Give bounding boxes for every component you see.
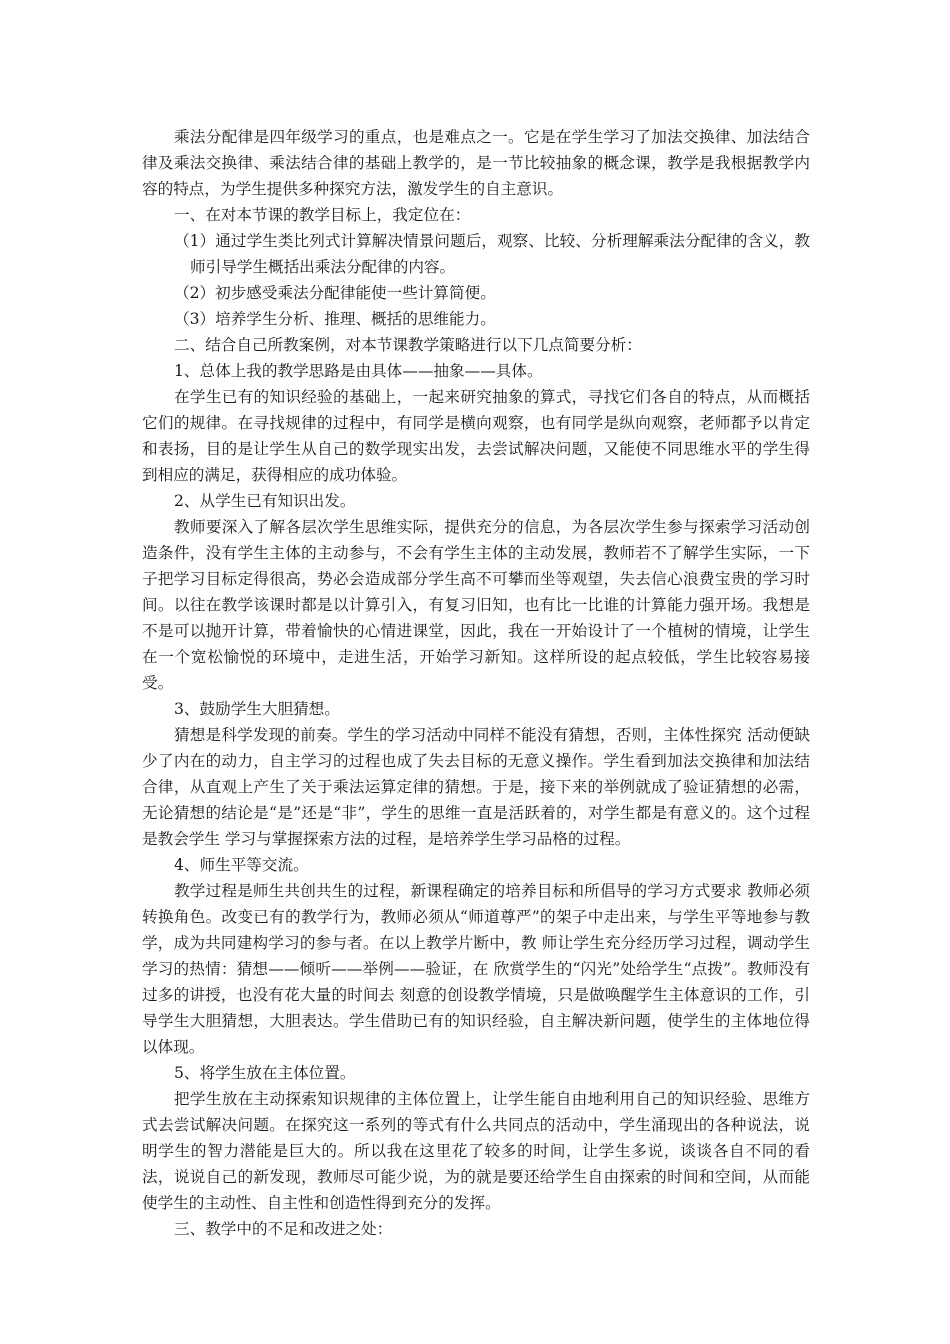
document-body [142, 124, 810, 1242]
goal-item-1: （1）通过学生类比列式计算解决情景问题后，观察、比较、分析理解乘法分配律的含义，教师引导学生概括出乘法分配律的内容。 [174, 232, 810, 276]
point-2-paragraph: 教师要深入了解各层次学生思维实际，提供充分的信息，为各层次学生参与探索学习活动创造条件，没有学生主体的主动参与，不会有学生主体的主动发展，教师若不了解学生实际，一下子把学习目标定得很高，势必会造成部分学生高不可攀而坐等观望，失去信心浪费宝贵的学习时间。以往在教学该课时都是以计算引入，有复习旧知，也有比一比谁的计算能力强开场。我想是不是可以抛开计算，带着愉快的心情进课堂，因此，我在一开始设计了一个植树的情境，让学生在一个宽松愉悦的环境中，走进生活，开始学习新知。这样所设的起点较低，学生比较容易接受。 [142, 518, 810, 692]
section-one-heading: 一、在对本节课的教学目标上，我定位在： [174, 206, 471, 224]
point-5-heading: 5、将学生放在主体位置。 [174, 1064, 356, 1082]
point-4-heading: 4、师生平等交流。 [174, 856, 309, 874]
point-1-heading: 1、总体上我的教学思路是由具体——抽象——具体。 [174, 362, 543, 380]
point-3-paragraph: 猜想是科学发现的前奏。学生的学习活动中同样不能没有猜想，否则，主体性探究 活动便缺少了内在的动力，自主学习的过程也成了失去目标的无意义操作。学生看到加法交换律和加法结合律，从直观上产生了关于乘法运算定律的猜想。于是，接下来的举例就成了验证猜想的必需，无论猜想的结论是“是”还是“非”，学生的思维一直是活跃着的，对学生都是有意义的。这个过程是教会学生 学习与掌握探索方法的过程，是培养学生学习品格的过程。 [142, 726, 810, 848]
intro-paragraph: 乘法分配律是四年级学习的重点，也是难点之一。它是在学生学习了加法交换律、加法结合律及乘法交换律、乘法结合律的基础上教学的，是一节比较抽象的概念课，教学是我根据教学内容的特点，为学生提供多种探究方法，激发学生的自主意识。 [142, 128, 810, 198]
goal-item-3: （3）培养学生分析、推理、概括的思维能力。 [174, 310, 496, 328]
section-two-heading: 二、结合自己所教案例，对本节课教学策略进行以下几点简要分析： [174, 336, 642, 354]
goal-item-2: （2）初步感受乘法分配律能使一些计算简便。 [174, 284, 496, 302]
section-three-heading: 三、教学中的不足和改进之处： [174, 1220, 393, 1238]
point-2-heading: 2、从学生已有知识出发。 [174, 492, 356, 510]
point-4-paragraph: 教学过程是师生共创共生的过程，新课程确定的培养目标和所倡导的学习方式要求 教师必须转换角色。改变已有的教学行为，教师必须从“师道尊严”的架子中走出来，与学生平等地参与教学，成为共同建构学习的参与者。在以上教学片断中，教 师让学生充分经历学习过程，调动学生学习的热情：猜想——倾听——举例——验证，在 欣赏学生的“闪光”处给学生“点拨”。教师没有过多的讲授，也没有花大量的时间去 刻意的创设教学情境，只是做唤醒学生主体意识的工作，引导学生大胆猜想，大胆表达。学生借助已有的知识经验，自主解决新问题，使学生的主体地位得以体现。 [142, 882, 810, 1056]
point-3-heading: 3、鼓励学生大胆猜想。 [174, 700, 340, 718]
point-1-paragraph: 在学生已有的知识经验的基础上，一起来研究抽象的算式，寻找它们各自的特点，从而概括它们的规律。在寻找规律的过程中，有同学是横向观察，也有同学是纵向观察，老师都予以肯定和表扬，目的是让学生从自己的数学现实出发，去尝试解决问题，又能使不同思维水平的学生得到相应的满足，获得相应的成功体验。 [142, 388, 810, 484]
point-5-paragraph: 把学生放在主动探索知识规律的主体位置上，让学生能自由地利用自己的知识经验、思维方式去尝试解决问题。在探究这一系列的等式有什么共同点的活动中，学生涌现出的各种说法，说明学生的智力潜能是巨大的。所以我在这里花了较多的时间，让学生多说，谈谈各自不同的看法，说说自己的新发现，教师尽可能少说，为的就是要还给学生自由探索的时间和空间，从而能使学生的主动性、自主性和创造性得到充分的发挥。 [142, 1090, 810, 1212]
